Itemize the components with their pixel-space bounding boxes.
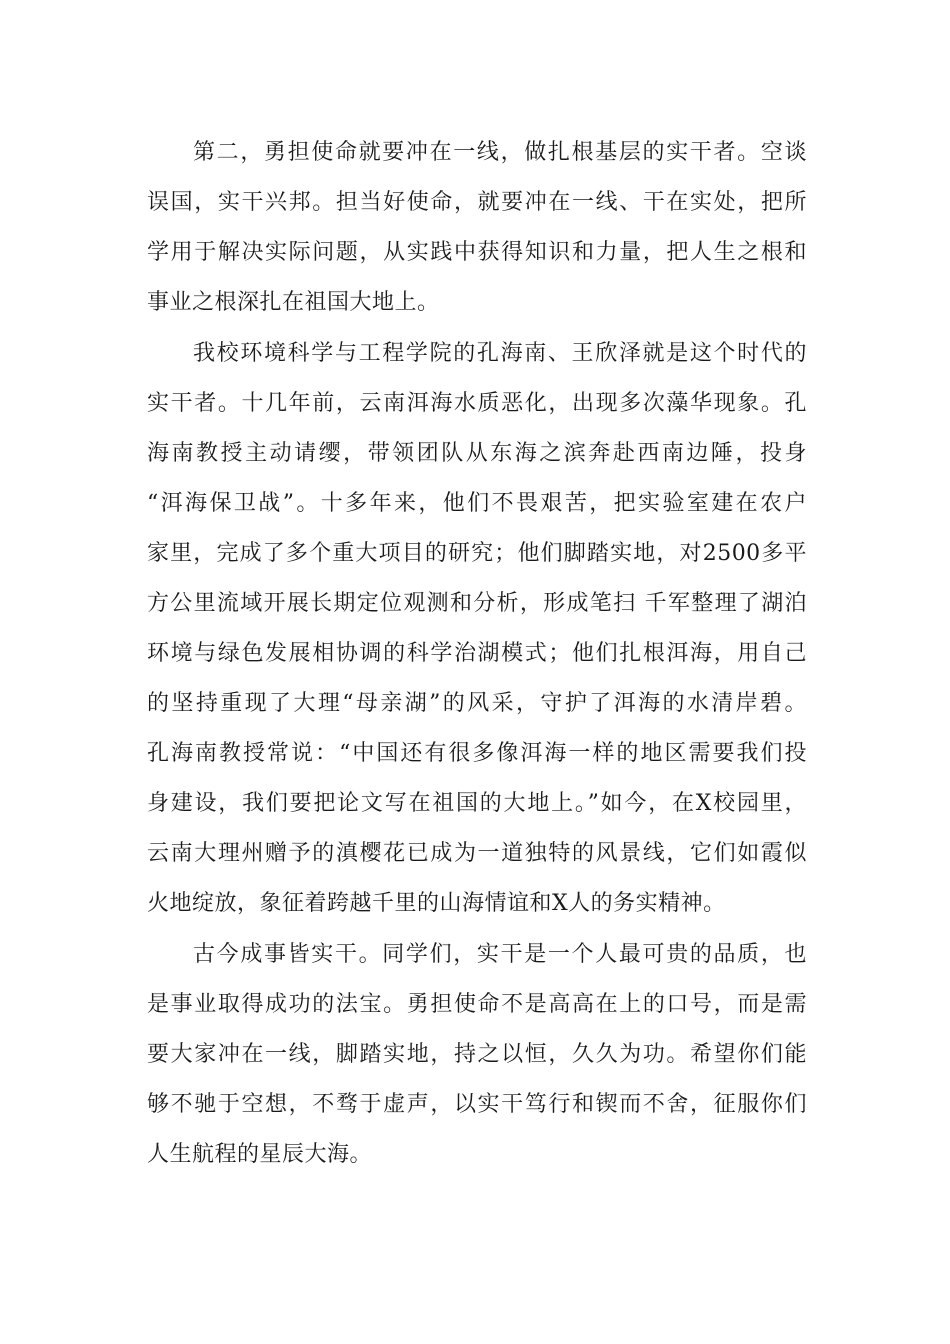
text-line: 环境与绿色发展相协调的科学治湖模式；他们扎根洱海，用自己 <box>147 641 807 666</box>
text-line: 误国，实干兴邦。担当好使命，就要冲在一线、干在实处，把所 <box>147 190 807 215</box>
text-line: 古今成事皆实干。同学们，实干是一个人最可贵的品质，也 <box>193 942 807 967</box>
text-line: 够不驰于空想，不骛于虚声，以实干笃行和锲而不舍，征服你们 <box>147 1092 807 1117</box>
text-line: 家里，完成了多个重大项目的研究；他们脚踏实地，对2500多平 <box>147 541 807 566</box>
text-line: 是事业取得成功的法宝。勇担使命不是高高在上的口号，而是需 <box>147 992 807 1017</box>
text-line: 孔海南教授常说：“中国还有很多像洱海一样的地区需要我们投 <box>147 741 807 766</box>
text-line: 火地绽放，象征着跨越千里的山海情谊和X人的务实精神。 <box>147 891 726 916</box>
text-line: 学用于解决实际问题，从实践中获得知识和力量，把人生之根和 <box>147 240 807 265</box>
text-line: “洱海保卫战”。十多年来，他们不畏艰苦，把实验室建在农户 <box>147 491 807 516</box>
text-line: 海南教授主动请缨，带领团队从东海之滨奔赴西南边陲，投身 <box>147 441 807 466</box>
text-line: 事业之根深扎在祖国大地上。 <box>147 290 440 315</box>
text-line: 实干者。十几年前，云南洱海水质恶化，出现多次藻华现象。孔 <box>147 391 807 416</box>
text-line: 云南大理州赠予的滇樱花已成为一道独特的风景线，它们如霞似 <box>147 841 807 866</box>
text-line: 的坚持重现了大理“母亲湖”的风采，守护了洱海的水清岸碧。 <box>147 691 807 716</box>
text-line: 身建设，我们要把论文写在祖国的大地上。”如今，在X校园里， <box>147 791 807 816</box>
text-line: 要大家冲在一线，脚踏实地，持之以恒，久久为功。希望你们能 <box>147 1042 807 1067</box>
text-line: 方公里流域开展长期定位观测和分析，形成笔扫 千军整理了湖泊 <box>147 591 807 616</box>
text-line: 第二，勇担使命就要冲在一线，做扎根基层的实干者。空谈 <box>193 140 807 165</box>
text-line: 我校环境科学与工程学院的孔海南、王欣泽就是这个时代的 <box>193 341 807 366</box>
text-line: 人生航程的星辰大海。 <box>147 1142 373 1167</box>
